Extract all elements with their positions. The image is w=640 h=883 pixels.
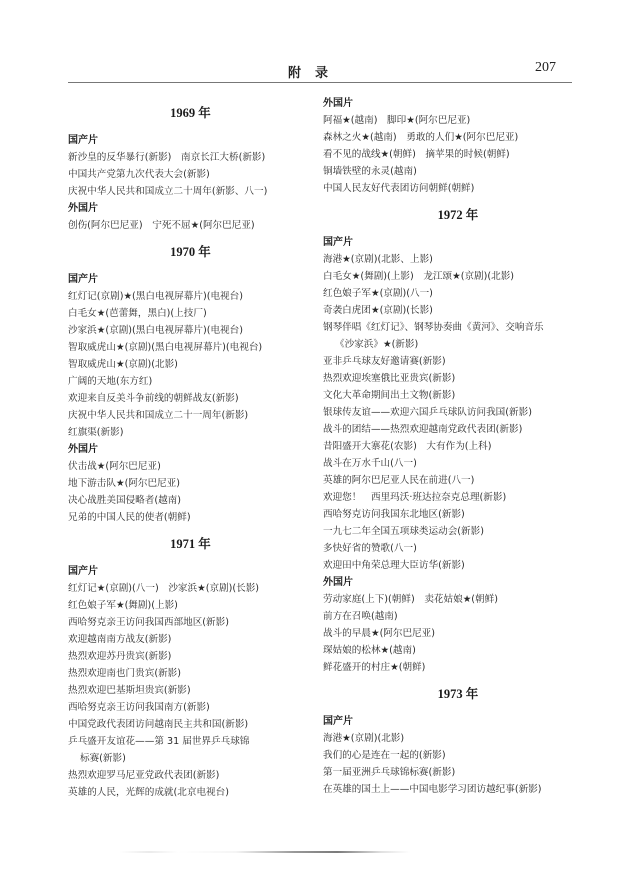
page-number: 207: [535, 60, 556, 75]
category-heading: 国产片: [323, 716, 353, 727]
film-entry: 热烈欢迎埃塞俄比亚贵宾(新影): [323, 373, 456, 384]
category-heading: 国产片: [68, 274, 98, 285]
running-head-title: 附录: [288, 66, 343, 81]
film-entry: 沙家浜★(京剧)(黑白电视屏幕片)(电视台): [68, 325, 243, 336]
film-entry: 我们的心是连在一起的(新影): [323, 750, 446, 761]
film-entry: 欢迎来自反美斗争前线的朝鲜战友(新影): [68, 393, 239, 404]
film-entry: 钢琴伴唱《红灯记》、钢琴协奏曲《黄河》、交响音乐: [323, 322, 544, 333]
film-entry: 热烈欢迎罗马尼亚党政代表团(新影): [68, 770, 220, 781]
film-entry: 乒乓盛开友谊花——第 31 届世界乒乓球锦: [68, 736, 250, 747]
film-entry: 森林之火★(越南) 勇敢的人们★(阿尔巴尼亚): [323, 132, 519, 143]
film-entry: 海港★(京剧)(北影): [323, 733, 405, 744]
category-heading: 国产片: [68, 135, 98, 146]
film-entry: 西哈努克访问我国东北地区(新影): [323, 509, 465, 520]
category-heading: 外国片: [323, 98, 353, 109]
film-entry: 白毛女★(舞剧)(上影) 龙江颂★(京剧)(北影): [323, 271, 515, 282]
film-entry: 智取威虎山★(京剧)(北影): [68, 359, 178, 370]
film-entry: 银球传友谊——欢迎六国乒乓球队访问我国(新影): [323, 407, 532, 418]
film-entry: 决心战胜美国侵略者(越南): [68, 495, 182, 506]
film-entry: 阿福★(越南) 脚印★(阿尔巴尼亚): [323, 115, 471, 126]
film-entry: 中国党政代表团访问越南民主共和国(新影): [68, 719, 249, 730]
year-heading: 1971 年: [170, 537, 211, 551]
film-entry: 广阔的天地(东方红): [68, 376, 153, 387]
category-heading: 外国片: [323, 577, 353, 588]
film-entry: 中国人民友好代表团访问朝鲜(朝鲜): [323, 183, 475, 194]
film-entry: 英雄的阿尔巴尼亚人民在前进(八一): [323, 475, 475, 486]
film-entry: 第一届亚洲乒乓球锦标赛(新影): [323, 767, 456, 778]
category-heading: 外国片: [68, 444, 98, 455]
year-heading: 1972 年: [437, 208, 479, 222]
header-rule: [68, 82, 572, 83]
film-entry: 欢迎您！ 西里玛沃·班达拉奈克总理(新影): [323, 492, 507, 503]
film-entry: 中国共产党第九次代表大会(新影): [68, 169, 210, 180]
film-entry: 文化大革命期间出土文物(新影): [323, 390, 456, 401]
film-entry: 战斗在万水千山(八一): [323, 458, 417, 469]
film-entry: 红色娘子军★(舞剧)(上影): [68, 600, 178, 611]
left-column: [68, 95, 313, 801]
film-entry: 智取威虎山★(京剧)(黑白电视屏幕片)(电视台): [68, 342, 263, 353]
film-entry: 红灯记★(京剧)(八一) 沙家浜★(京剧)(长影): [68, 583, 260, 594]
film-entry: 奇袭白虎团★(京剧)(长影): [323, 305, 433, 316]
film-entry: 铜墙铁壁的永灵(越南): [323, 166, 417, 177]
film-entry: 琛姑娘的松林★(越南): [323, 645, 416, 656]
film-entry-continuation: 标赛(新影): [80, 753, 126, 764]
category-heading: 国产片: [323, 237, 353, 248]
film-entry-continuation: 《沙家浜》★(新影): [335, 339, 419, 350]
film-entry: 在英雄的国土上——中国电影学习团访越纪事(新影): [323, 784, 542, 795]
film-entry: 热烈欢迎南也门贵宾(新影): [68, 668, 182, 679]
category-heading: 国产片: [68, 566, 98, 577]
film-entry: 红色娘子军★(京剧)(八一): [323, 288, 433, 299]
film-entry: 西哈努克亲王访问我国南方(新影): [68, 702, 210, 713]
film-entry: 看不见的战线★(朝鲜) 摘苹果的时候(朝鲜): [323, 149, 510, 160]
right-column: [323, 95, 593, 798]
film-entry: 一九七二年全国五项球类运动会(新影): [323, 526, 484, 537]
film-entry: 鲜花盛开的村庄★(朝鲜): [323, 662, 426, 673]
scan-artifact: [120, 851, 410, 853]
film-entry: 西哈努克亲王访问我国西部地区(新影): [68, 617, 229, 628]
page-header: [68, 60, 572, 88]
film-entry: 红灯记(京剧)★(黑白电视屏幕片)(电视台): [68, 291, 243, 302]
film-entry: 红旗渠(新影): [68, 427, 124, 438]
film-entry: 战斗的团结——热烈欢迎越南党政代表团(新影): [323, 424, 523, 435]
film-entry: 热烈欢迎巴基斯坦贵宾(新影): [68, 685, 191, 696]
film-entry: 庆祝中华人民共和国成立二十周年(新影、八一): [68, 186, 268, 197]
film-entry: 战斗的早晨★(阿尔巴尼亚): [323, 628, 436, 639]
film-entry: 欢迎越南南方战友(新影): [68, 634, 172, 645]
year-heading: 1969 年: [170, 106, 211, 120]
film-entry: 海港★(京剧)(北影、上影): [323, 254, 433, 265]
film-entry: 欢迎田中角荣总理大臣访华(新影): [323, 560, 465, 571]
film-entry: 地下游击队★(阿尔巴尼亚): [68, 478, 181, 489]
film-entry: 亚非乒乓球友好邀请赛(新影): [323, 356, 446, 367]
film-entry: 热烈欢迎苏丹贵宾(新影): [68, 651, 172, 662]
category-heading: 外国片: [68, 203, 98, 214]
film-entry: 兄弟的中国人民的使者(朝鲜): [68, 512, 191, 523]
film-entry: 白毛女★(芭蕾舞，黑白)(上技厂): [68, 308, 207, 319]
film-entry: 多快好省的赞歌(八一): [323, 543, 417, 554]
year-heading: 1970 年: [170, 245, 211, 259]
year-heading: 1973 年: [437, 687, 479, 701]
film-entry: 庆祝中华人民共和国成立二十一周年(新影): [68, 410, 249, 421]
film-entry: 创伤(阿尔巴尼亚) 宁死不屈★(阿尔巴尼亚): [68, 220, 255, 231]
film-entry: 前方在召唤(越南): [323, 611, 398, 622]
film-entry: 伏击战★(阿尔巴尼亚): [68, 461, 161, 472]
film-entry: 英雄的人民，光辉的成就(北京电视台): [68, 787, 229, 798]
film-entry: 昔阳盛开大寨花(农影) 大有作为(上科): [323, 441, 492, 452]
film-entry: 劳动家庭(上下)(朝鲜) 卖花姑娘★(朝鲜): [323, 594, 498, 605]
film-entry: 新沙皇的反华暴行(新影) 南京长江大桥(新影): [68, 152, 266, 163]
